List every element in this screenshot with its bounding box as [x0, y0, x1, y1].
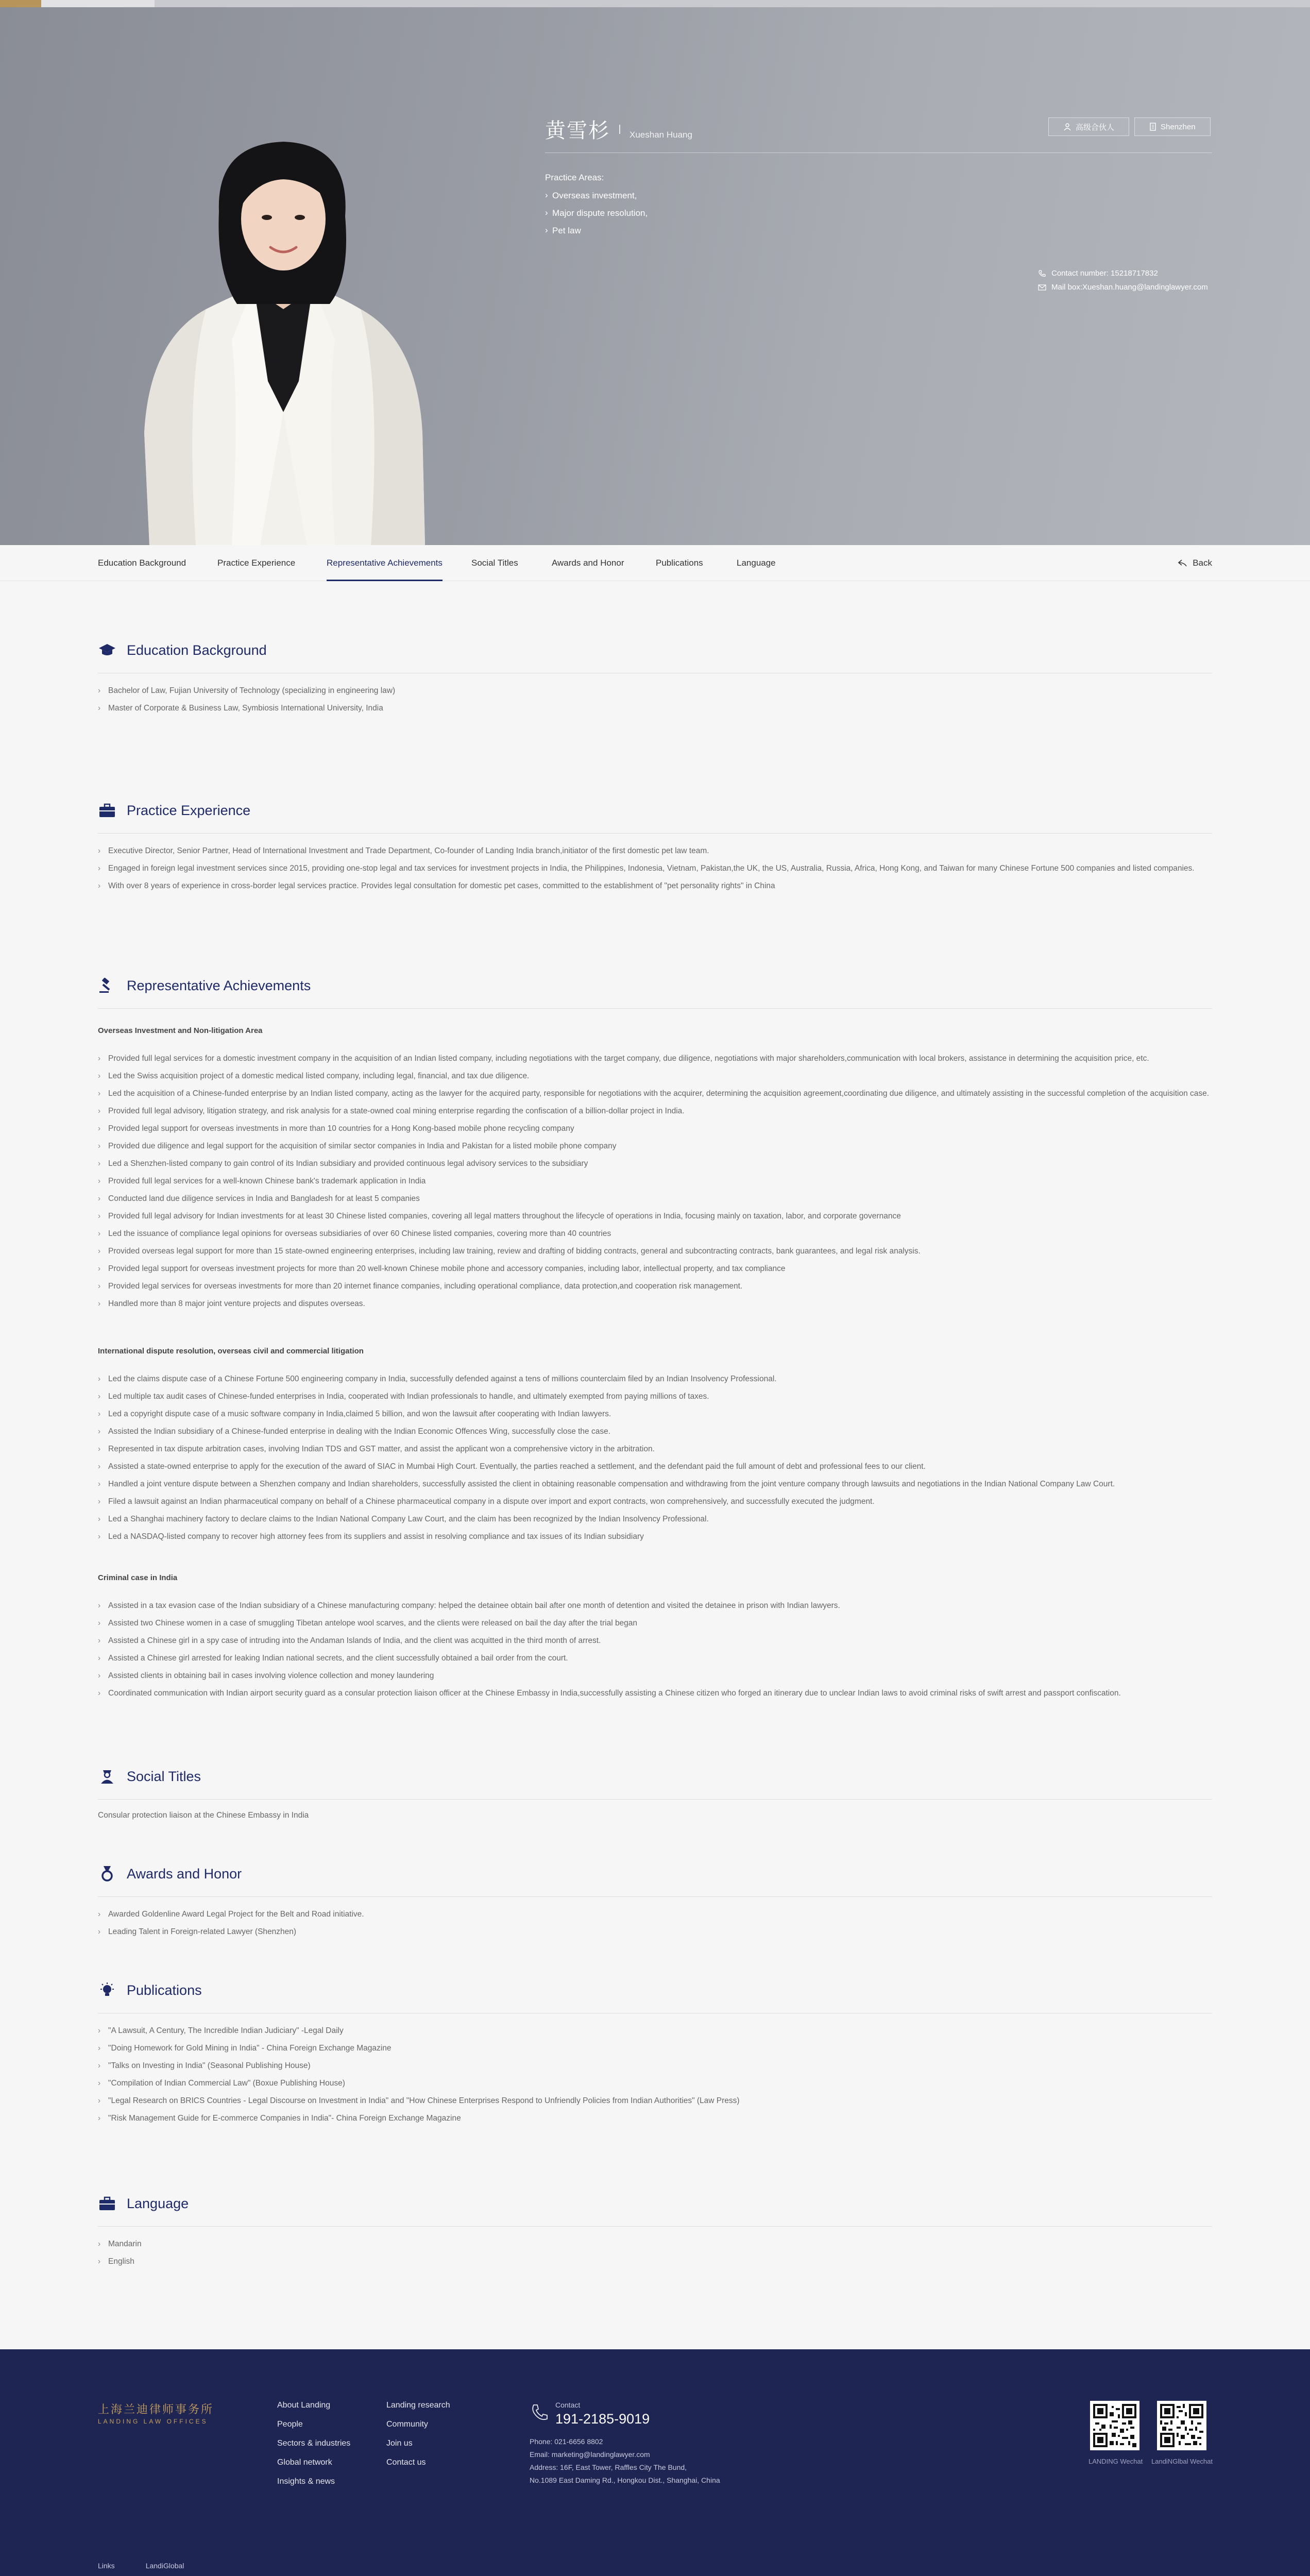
city-label: Shenzhen [1161, 122, 1196, 131]
list-item: › Assisted in a tax evasion case of the Indian subsidiary of a Chinese manufacturing company: helped the detainee obtain bail after one month of detention and visited the detainee in prison with Indian lawyers. [98, 1600, 1212, 1612]
footer-address-line: Address: 16F, East Tower, Raffles City The Bund, [530, 2463, 687, 2471]
footer-link[interactable]: Join us [386, 2439, 413, 2448]
achievement-list-overseas [98, 1053, 1212, 1310]
footer-link-landiglobal[interactable]: LandiGlobal [145, 2562, 184, 2570]
list-item: › Provided full legal advisory, litigation strategy, and risk analysis for a state-owned coal mining enterprise regarding the confiscation of a billion-dollar project in India. [98, 1105, 1212, 1117]
person-badge-icon [98, 1767, 116, 1786]
list-item: › Handled more than 8 major joint venture projects and disputes overseas. [98, 1298, 1212, 1310]
tab-publications[interactable]: Publications [656, 558, 703, 568]
contact-number[interactable]: Contact number: 15218717832 [1051, 269, 1158, 278]
tab-awards[interactable]: Awards and Honor [552, 558, 624, 568]
role-label: 高级合伙人 [1076, 123, 1115, 132]
lightbulb-icon [98, 1981, 116, 1999]
publications-section [98, 1980, 1212, 2130]
practice-area-item: › Overseas investment, [545, 191, 648, 201]
achievement-list-criminal [98, 1600, 1212, 1699]
role-button[interactable] [1048, 117, 1129, 136]
list-item: › Led the Swiss acquisition project of a domestic medical listed company, including legal, financial, and tax due diligence. [98, 1070, 1212, 1082]
section-divider [98, 2226, 1212, 2227]
practice-areas-title: Practice Areas: [545, 173, 604, 182]
footer-phone[interactable]: 191-2185-9019 [555, 2411, 650, 2427]
footer-address-line: No.1089 East Daming Rd., Hongkou Dist., Shanghai, China [530, 2476, 720, 2484]
footer-link[interactable]: About Landing [277, 2401, 331, 2410]
list-item: › "Risk Management Guide for E-commerce Companies in India"- China Foreign Exchange Magazine [98, 2112, 1212, 2124]
hero-banner [0, 0, 1310, 545]
list-item: › Executive Director, Senior Partner, Head of International Investment and Trade Department, Co-founder of Landing India branch,initiator of the first domestic pet law team. [98, 845, 1212, 857]
list-item: › "Talks on Investing in India" (Seasonal Publishing House) [98, 2060, 1212, 2072]
lawyer-name [545, 114, 692, 144]
footer-link[interactable]: Contact us [386, 2458, 426, 2467]
list-item: › Led a Shenzhen-listed company to gain control of its Indian subsidiary and provided continuous legal advisory services to the subsidiary [98, 1158, 1212, 1170]
list-item: › Led a NASDAQ-listed company to recover high attorney fees from its suppliers and assist in resolving compliance and tax issues of its Indian subsidiary [98, 1531, 1212, 1543]
practice-areas-list [545, 191, 648, 243]
list-item: › "Compilation of Indian Commercial Law" (Boxue Publishing House) [98, 2077, 1212, 2089]
list-item: › With over 8 years of experience in cross-border legal services practice. Provides legal consultation for domestic pet cases, committed to the establishment of "pet personality rights" in China [98, 880, 1212, 892]
list-item: › Represented in tax dispute arbitration cases, involving Indian TDS and GST matter, and assist the applicant won a comprehensive victory in the arbitration. [98, 1443, 1212, 1455]
list-item: › Provided full legal services for a domestic investment company in the acquisition of an Indian listed company, including negotiations with the target company, due diligence, negotiations with major shareholders,communication with local brokers, assistance in determining the acquisition price, etc. [98, 1053, 1212, 1064]
language-title: Language [127, 2195, 189, 2211]
phone-icon [1038, 269, 1046, 278]
practice-area-item: › Pet law [545, 226, 648, 236]
list-item: › Coordinated communication with Indian airport security guard as a consular protection liaison officer at the Chinese Embassy in India,successfully assisting a Chinese citizen who forged an itinerary due to unclear Indian laws to avoid criminal risks of swift arrest and passport confiscation. [98, 1687, 1212, 1699]
list-item: › Led multiple tax audit cases of Chinese-funded enterprises in India, cooperated with Indian professionals to handle, and ultimately exempted from paying millions of taxes. [98, 1391, 1212, 1402]
list-item: › "A Lawsuit, A Century, The Incredible Indian Judiciary" -Legal Daily [98, 2025, 1212, 2037]
name-divider [619, 125, 620, 134]
list-item: › Provided due diligence and legal support for the acquisition of similar sector companies in India and Pakistan for a listed mobile phone company [98, 1140, 1212, 1152]
publications-title: Publications [127, 1982, 202, 1998]
footer-email-line[interactable]: Email: marketing@landinglawyer.com [530, 2450, 650, 2459]
list-item: › Led the issuance of compliance legal opinions for overseas subsidiaries of over 60 Chinese listed companies, covering more than 40 countries [98, 1228, 1212, 1240]
list-item: › Mandarin [98, 2238, 1212, 2250]
contact-number-row [1038, 269, 1208, 278]
list-item: › Assisted a state-owned enterprise to apply for the execution of the award of SIAC in Mumbai High Court. Eventually, the parties reached a settlement, and the defendant paid the full amount of debt and professional fees to our client. [98, 1461, 1212, 1472]
practice-list [98, 845, 1212, 892]
list-item: › English [98, 2256, 1212, 2267]
list-item: › Provided legal support for overseas investment projects for more than 20 well-known Chinese mobile phone and accessory companies, including labor, intellectual property, and tax compliance [98, 1263, 1212, 1275]
social-title: Social Titles [127, 1768, 201, 1784]
building-icon [1149, 123, 1156, 131]
list-item: › Assisted the Indian subsidiary of a Chinese-funded enterprise in dealing with the Indian Economic Offences Wing, successfully close the case. [98, 1426, 1212, 1437]
hero-contact [1038, 269, 1208, 297]
briefcase-icon [98, 801, 116, 820]
list-item: › Led the claims dispute case of a Chinese Fortune 500 engineering company in India, successfully defended against a tens of millions counterclaim filed by an Indian Insolvency Professional. [98, 1373, 1212, 1385]
practice-section [98, 800, 1212, 897]
footer-link[interactable]: Community [386, 2420, 428, 2429]
practice-title: Practice Experience [127, 802, 251, 818]
practice-area-item: › Major dispute resolution, [545, 208, 648, 218]
footer-link[interactable]: Insights & news [277, 2477, 335, 2486]
list-item: › Handled a joint venture dispute between a Shenzhen company and Indian shareholders, successfully assisted the client in obtaining reasonable compensation and withdrawing from the joint venture company through lawsuits and negotiations in the Indian National Company Law Court. [98, 1478, 1212, 1490]
graduation-cap-icon [98, 641, 116, 659]
contact-label: Contact [555, 2401, 581, 2409]
name-english: Xueshan Huang [630, 130, 692, 140]
section-divider [98, 1799, 1212, 1800]
footer-nav-col-2 [386, 2401, 450, 2477]
back-arrow-icon [1178, 560, 1187, 567]
list-item: › "Doing Homework for Gold Mining in India" - China Foreign Exchange Magazine [98, 2042, 1212, 2054]
list-item: › Master of Corporate & Business Law, Symbiosis International University, India [98, 702, 1212, 714]
tab-education[interactable]: Education Background [98, 558, 186, 568]
section-divider [98, 1008, 1212, 1009]
achievement-group-heading: Overseas Investment and Non-litigation Area [98, 1026, 263, 1035]
footer-logo-cn[interactable]: 上海兰迪律师事务所 [98, 2403, 214, 2416]
footer-link[interactable]: Sectors & industries [277, 2439, 351, 2448]
back-button[interactable] [1178, 545, 1212, 581]
list-item: › Led a copyright dispute case of a music software company in India,claimed 5 billion, and won the lawsuit after cooperating with Indian lawyers. [98, 1408, 1212, 1420]
section-divider [98, 1896, 1212, 1897]
footer-link[interactable]: Global network [277, 2458, 332, 2467]
awards-section [98, 1863, 1212, 1943]
list-item: › Led a Shanghai machinery factory to declare claims to the Indian National Company Law Court, and the claim has been recognized by the Indian Insolvency Professional. [98, 1513, 1212, 1525]
footer-links-row [98, 2562, 184, 2570]
medal-icon [98, 1865, 116, 1883]
education-section [98, 640, 1212, 720]
briefcase-icon [98, 2194, 116, 2213]
tab-practice[interactable]: Practice Experience [217, 558, 296, 568]
list-item: › Provided full legal services for a well-known Chinese bank's trademark application in India [98, 1175, 1212, 1187]
mail-row [1038, 283, 1208, 292]
section-divider [98, 833, 1212, 834]
footer-contact [530, 2401, 720, 2489]
education-title: Education Background [127, 642, 267, 658]
back-label: Back [1193, 558, 1212, 568]
gavel-icon [98, 976, 116, 995]
footer-link[interactable]: Landing research [386, 2401, 450, 2410]
list-item: › Provided overseas legal support for more than 15 state-owned engineering enterprises, including law training, review and drafting of bidding contracts, general and subcontracting contracts, bank guarantees, and legal risk analysis. [98, 1245, 1212, 1257]
mail-icon [1038, 284, 1046, 291]
wechat-qr-code-1 [1090, 2401, 1139, 2450]
footer-logo-en: LANDING LAW OFFICES [98, 2418, 208, 2425]
mail-address[interactable]: Mail box:Xueshan.huang@landinglawyer.com [1051, 283, 1208, 292]
footer-phone-line: Phone: 021-6656 8802 [530, 2437, 603, 2446]
list-item: › Awarded Goldenline Award Legal Project for the Belt and Road initiative. [98, 1908, 1212, 1920]
language-list [98, 2238, 1212, 2267]
list-item: › Assisted two Chinese women in a case of smuggling Tibetan antelope wool scarves, and the clients were released on bail the day after the trial began [98, 1617, 1212, 1629]
language-section [98, 2193, 1212, 2273]
achievement-group-heading: Criminal case in India [98, 1573, 178, 1582]
lawyer-portrait [129, 124, 438, 545]
list-item: › Led the acquisition of a Chinese-funded enterprise by an Indian listed company, acting as the lawyer for the acquired party, responsible for negotiations with the acquirer, determining the acquisition agreement,coordinating due diligence, and ultimately assisting in the successful completion of the acquisition case. [98, 1088, 1212, 1099]
list-item: › Assisted a Chinese girl arrested for leaking Indian national secrets, and the client successfully obtained a bail order from the court. [98, 1652, 1212, 1664]
list-item: › Assisted clients in obtaining bail in cases involving violence collection and money laundering [98, 1670, 1212, 1682]
list-item: › Conducted land due diligence services in India and Bangladesh for at least 5 companies [98, 1193, 1212, 1205]
tab-achievements[interactable]: Representative Achievements [327, 545, 443, 581]
achievements-section [98, 975, 1212, 1705]
name-chinese: 黄雪杉 [545, 120, 610, 142]
qr-label-1: LANDING Wechat [1088, 2458, 1143, 2465]
footer-link[interactable]: People [277, 2420, 303, 2429]
publications-list [98, 2025, 1212, 2124]
list-item: › Provided full legal advisory for Indian investments for at least 30 Chinese listed companies, covering all legal matters throughout the lifecycle of operations in India, focusing mainly on taxation, labor, and corporate governance [98, 1210, 1212, 1222]
list-item: › Assisted a Chinese girl in a spy case of intruding into the Andaman Islands of India, and the client was acquitted in the third month of arrest. [98, 1635, 1212, 1647]
footer-links-label: Links [98, 2562, 115, 2570]
list-item: › Bachelor of Law, Fujian University of Technology (specializing in engineering law) [98, 685, 1212, 697]
achievement-list-dispute [98, 1373, 1212, 1543]
list-item: › Engaged in foreign legal investment services since 2015, providing one-stop legal and tax services for investment projects in India, the Philippines, Indonesia, Vietnam, Pakistan,the UK, the US, Australia, Russia, Africa, Hong Kong, and Taiwan for many Chinese Fortune 500 companies and listed companies. [98, 862, 1212, 874]
list-item: › "Legal Research on BRICS Countries - Legal Discourse on Investment in India" and "How Chinese Enterprises Respond to Unfriendly Policies from Indian Authorities" (Law Press) [98, 2095, 1212, 2107]
awards-title: Awards and Honor [127, 1866, 242, 1882]
awards-list [98, 1908, 1212, 1938]
top-progress-strip [0, 0, 1310, 7]
qr-label-2: LandiNGlbal Wechat [1151, 2458, 1213, 2465]
tab-social[interactable]: Social Titles [471, 558, 518, 568]
list-item: › Provided legal services for overseas investments for more than 20 internet finance companies, including operational compliance, data protection,and cooperation risk management. [98, 1280, 1212, 1292]
wechat-qr-code-2 [1157, 2401, 1206, 2450]
list-item: › Provided legal support for overseas investments in more than 10 countries for a Hong Kong-based mobile phone recycling company [98, 1123, 1212, 1134]
social-text: Consular protection liaison at the Chinese Embassy in India [98, 1811, 309, 1820]
footer-nav-col-1 [277, 2401, 350, 2496]
education-list [98, 685, 1212, 714]
phone-icon [530, 2403, 549, 2422]
list-item: › Filed a lawsuit against an Indian pharmaceutical company on behalf of a Chinese pharmaceutical company in a dispute over import and export contracts, won comprehensively, and successfully executed the judgment. [98, 1496, 1212, 1507]
person-icon [1063, 123, 1071, 131]
social-section [98, 1766, 1212, 1820]
achievement-group-heading: International dispute resolution, overseas civil and commercial litigation [98, 1347, 364, 1355]
tab-language[interactable]: Language [737, 558, 776, 568]
achievements-title: Representative Achievements [127, 977, 311, 993]
hero-divider [545, 152, 1212, 153]
section-tabs [0, 545, 1310, 581]
site-footer [0, 2349, 1310, 2576]
hero-button-group [1048, 117, 1211, 136]
city-button[interactable] [1134, 117, 1211, 136]
list-item: › Leading Talent in Foreign-related Lawyer (Shenzhen) [98, 1926, 1212, 1938]
